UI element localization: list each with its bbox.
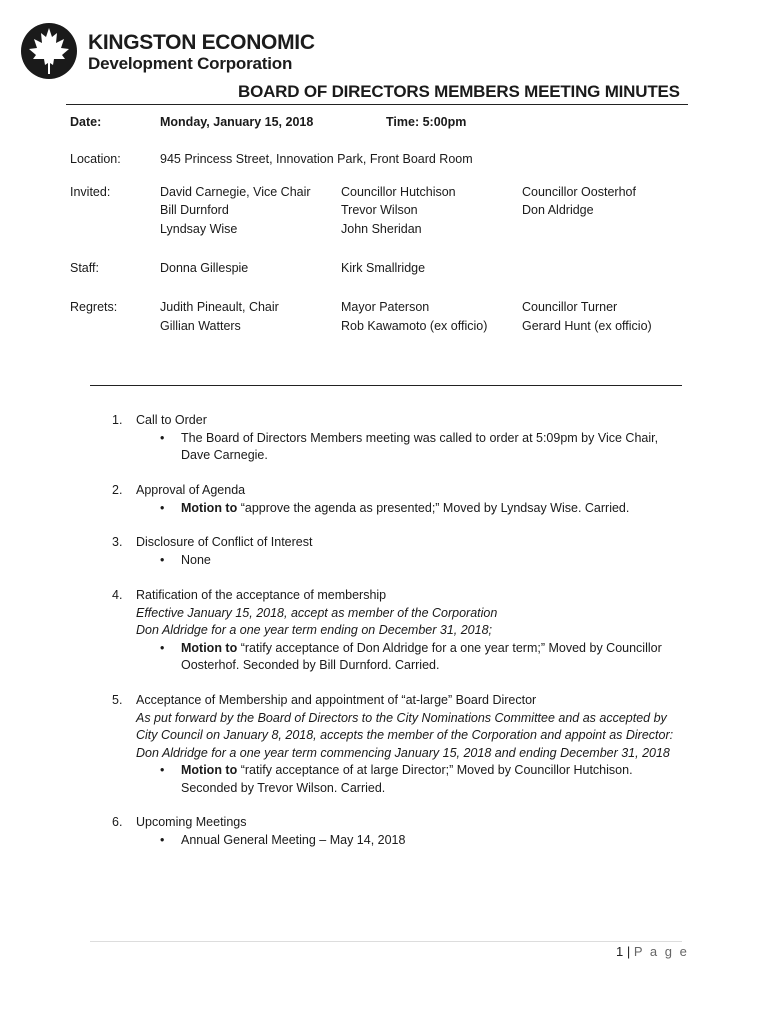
motion-label: Motion to (181, 763, 238, 777)
motion-text: “approve the agenda as presented;” Moved by Lyndsay Wise. Carried. (237, 500, 630, 515)
motion-label: Motion to (181, 500, 238, 515)
staff-name: Kirk Smallridge (341, 261, 426, 275)
motion-bullet (136, 500, 691, 518)
page-word: P a g e (633, 944, 689, 959)
logo-title-line: KINGSTON ECONOMIC (88, 31, 315, 54)
motion-bullet (136, 640, 691, 658)
motion-label: Motion to (181, 640, 238, 655)
invited-name: Councillor Hutchison (341, 185, 456, 199)
item-number: 2. (112, 483, 123, 497)
page-footer (616, 944, 689, 959)
kedco-logo (20, 22, 315, 82)
motion-continuation (136, 780, 691, 798)
item-number: 5. (112, 693, 123, 707)
item-note: Don Aldridge for a one year term commencing January 15, 2018 and ending December 31, 2018 (136, 745, 670, 760)
bullet-point (136, 552, 691, 570)
regrets-name: Gillian Watters (160, 319, 241, 333)
motion-text: “ratify acceptance of at large Director;” Moved by Councillor Hutchison. (237, 763, 633, 777)
invited-name: David Carnegie, Vice Chair (160, 185, 311, 199)
bullet-point (136, 430, 691, 448)
item-title: Upcoming Meetings (136, 815, 247, 829)
section-divider (90, 385, 682, 386)
regrets-name: Rob Kawamoto (ex officio) (341, 319, 488, 333)
item-title: Acceptance of Membership and appointment of “at-large” Board Director (136, 693, 537, 707)
bullet-text: None (181, 552, 211, 567)
bullet-icon: • (160, 832, 165, 847)
item-note: City Council on January 8, 2018, accepts the member of the Corporation and appoint as Director: (136, 728, 674, 742)
item-title: Disclosure of Conflict of Interest (136, 535, 313, 549)
bullet-text: The Board of Directors Members meeting was called to order at 5:09pm by Vice Chair, (181, 430, 659, 445)
item-title: Approval of Agenda (136, 483, 246, 497)
invited-name: Councillor Oosterhof (522, 185, 636, 199)
date-value: Monday, January 15, 2018 (160, 115, 314, 129)
footer-rule (90, 941, 682, 942)
regrets-name: Judith Pineault, Chair (160, 300, 279, 314)
bullet-continuation (136, 447, 691, 465)
item-note: Don Aldridge for a one year term ending on December 31, 2018; (136, 623, 492, 637)
time-value: Time: 5:00pm (386, 115, 467, 129)
staff-name: Donna Gillespie (160, 261, 249, 275)
item-note: Effective January 15, 2018, accept as member of the Corporation (136, 605, 498, 620)
invited-name: Don Aldridge (522, 203, 594, 217)
title-rule (66, 104, 688, 105)
motion-continuation (136, 657, 691, 675)
staff-label: Staff: (70, 261, 99, 275)
bullet-icon: • (160, 552, 165, 567)
regrets-name: Mayor Paterson (341, 300, 430, 314)
bullet-text: Dave Carnegie. (181, 448, 268, 462)
logo-subtitle-line: Development Corporation (88, 54, 293, 73)
item-number: 3. (112, 535, 123, 549)
footer-separator: | (623, 944, 634, 959)
regrets-label: Regrets: (70, 300, 118, 314)
page-number: 1 (616, 944, 624, 959)
date-label: Date: (70, 115, 102, 129)
bullet-point (136, 832, 691, 850)
invited-label: Invited: (70, 185, 111, 199)
invited-name: Trevor Wilson (341, 203, 418, 217)
item-title: Call to Order (136, 413, 207, 427)
item-number: 4. (112, 588, 123, 602)
invited-name: John Sheridan (341, 222, 422, 236)
item-title: Ratification of the acceptance of membership (136, 588, 387, 602)
motion-text: Seconded by Trevor Wilson. Carried. (181, 780, 386, 795)
regrets-name: Gerard Hunt (ex officio) (522, 319, 652, 333)
motion-text: “ratify acceptance of Don Aldridge for a one year term;” Moved by Councillor (237, 640, 662, 655)
maple-leaf-icon (20, 22, 78, 80)
regrets-name: Councillor Turner (522, 300, 618, 314)
motion-bullet (136, 762, 691, 780)
item-number: 1. (112, 413, 123, 427)
invited-name: Lyndsay Wise (160, 222, 238, 236)
item-note: As put forward by the Board of Directors to the City Nominations Committee and as accepted by (136, 710, 667, 725)
bullet-icon: • (160, 640, 165, 655)
location-value: 945 Princess Street, Innovation Park, Front Board Room (160, 152, 473, 166)
item-number: 6. (112, 815, 123, 829)
location-label: Location: (70, 152, 121, 166)
bullet-icon: • (160, 500, 165, 515)
document-title: BOARD OF DIRECTORS MEMBERS MEETING MINUTES (238, 82, 680, 101)
invited-name: Bill Durnford (160, 203, 229, 217)
bullet-icon: • (160, 763, 165, 777)
motion-text: Oosterhof. Seconded by Bill Durnford. Carried. (181, 658, 440, 672)
bullet-icon: • (160, 430, 165, 445)
bullet-text: Annual General Meeting – May 14, 2018 (181, 832, 406, 847)
